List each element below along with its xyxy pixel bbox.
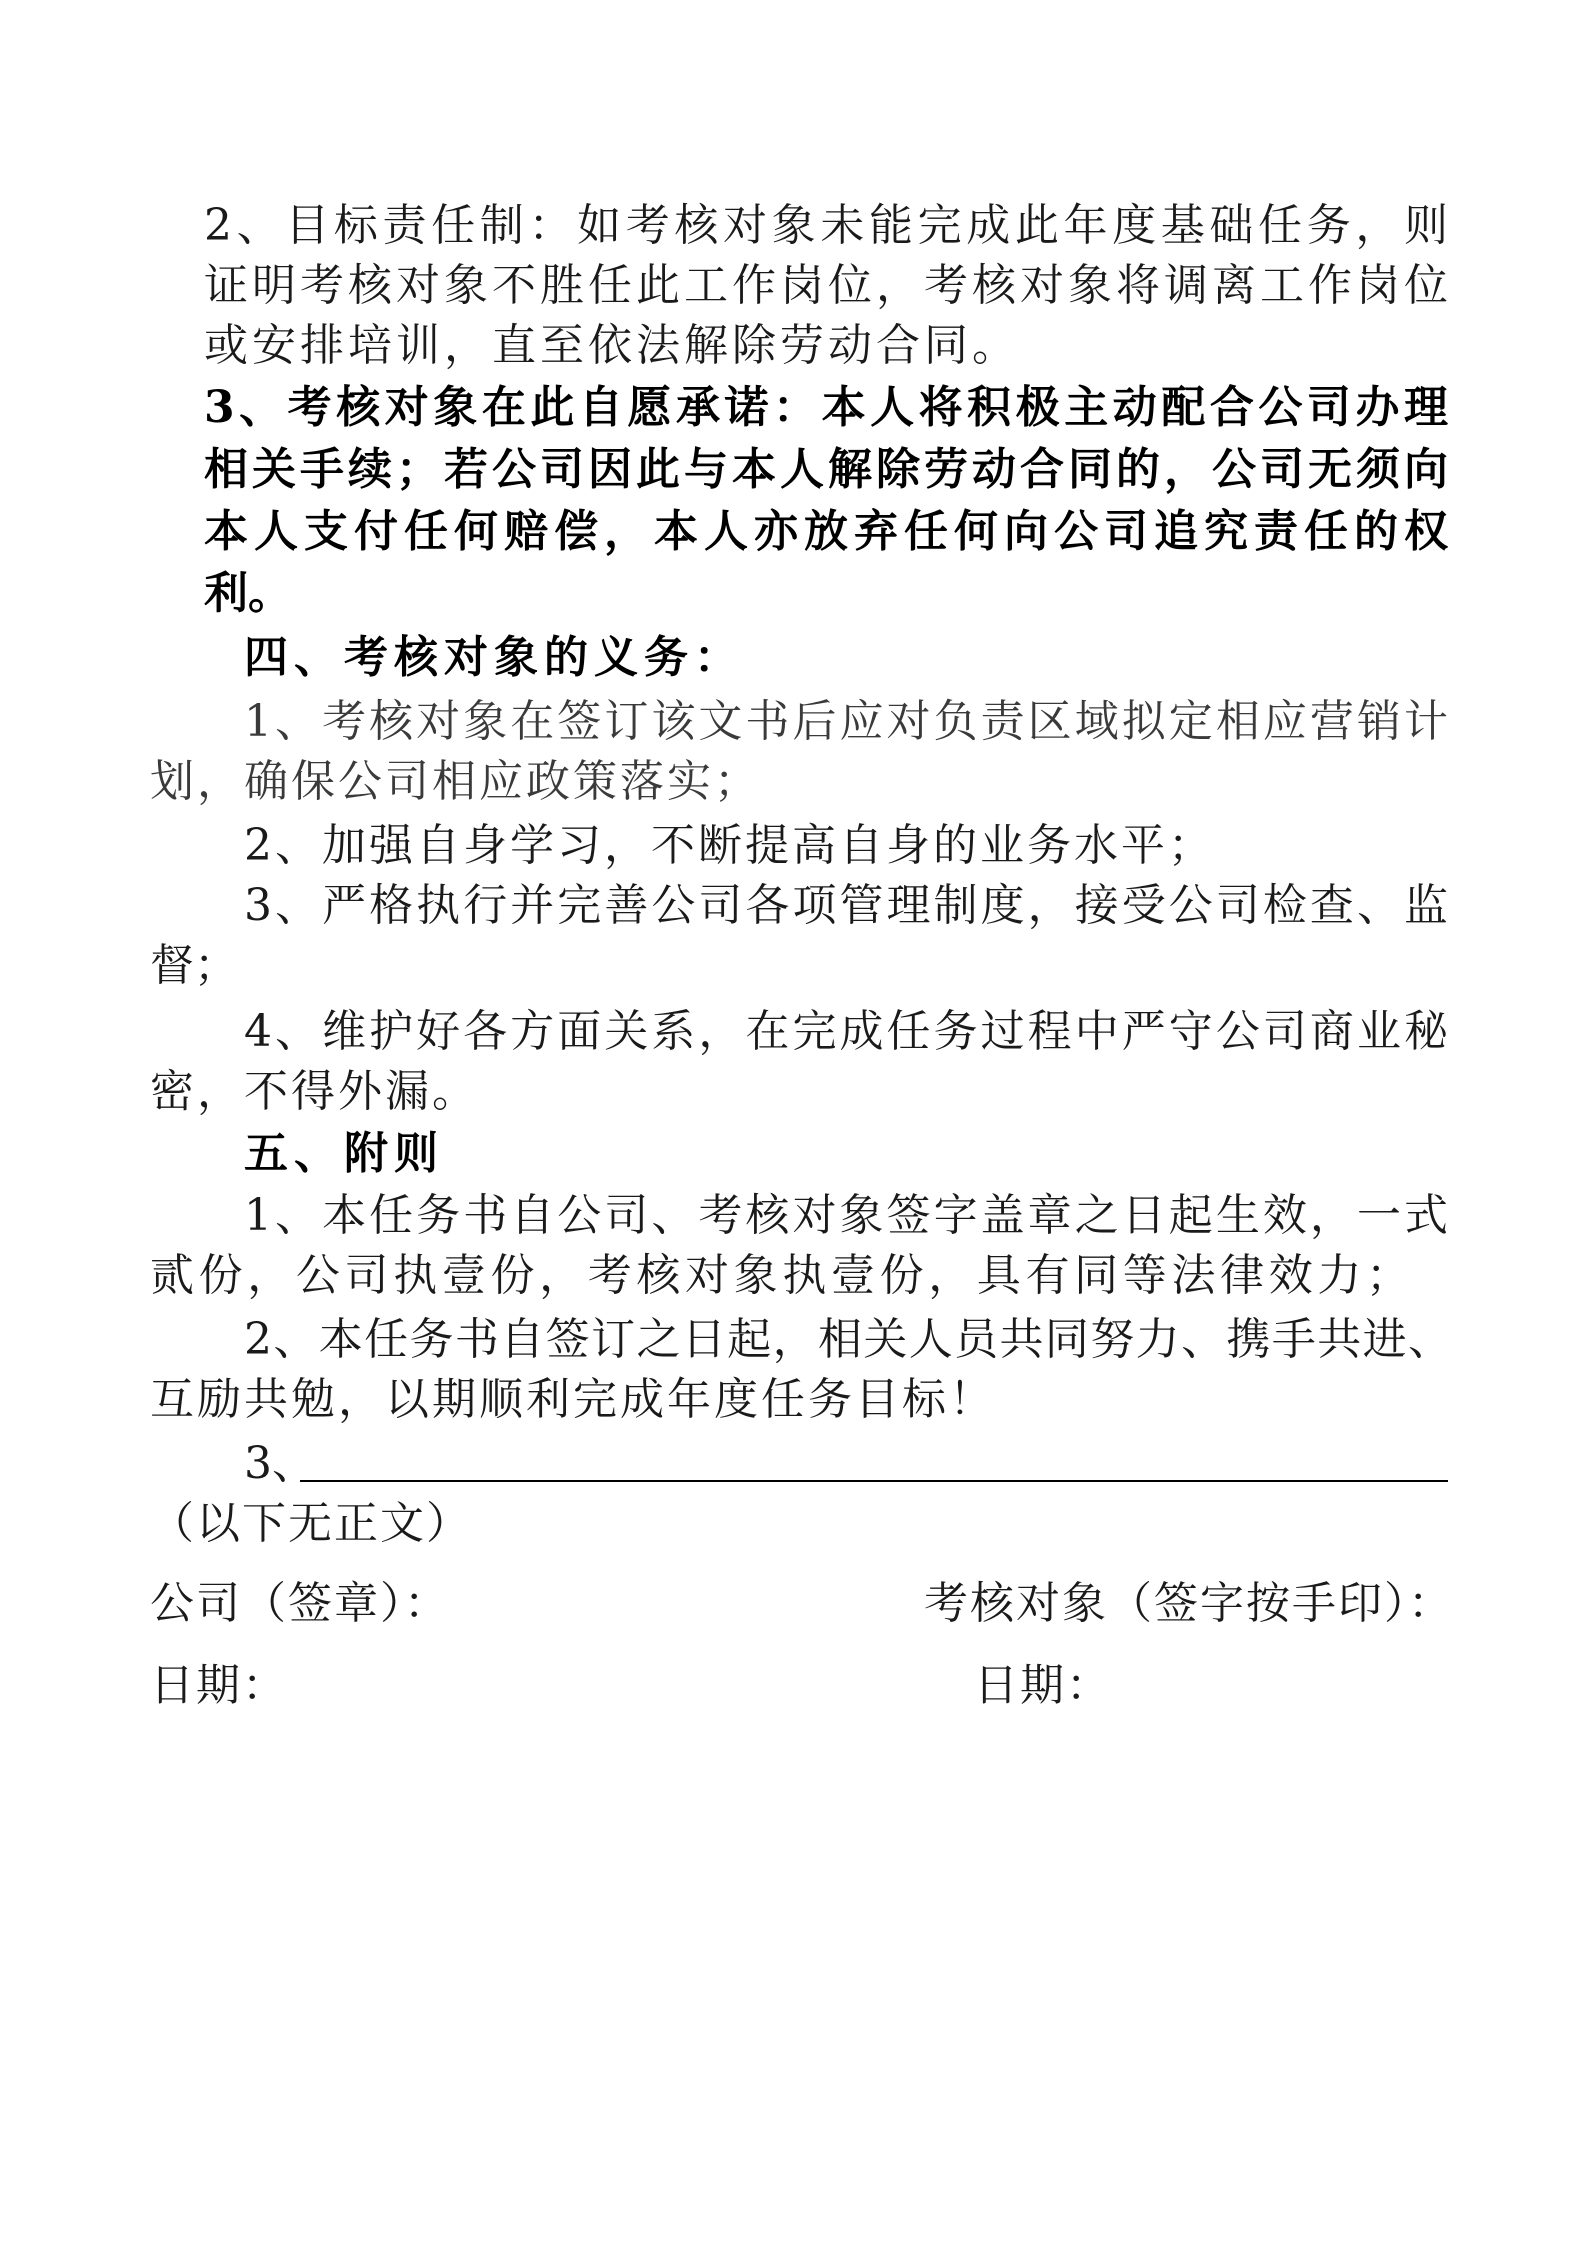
signature-row bbox=[0, 1574, 1587, 1634]
paragraph-line: 3、 bbox=[244, 1438, 316, 1489]
company-signature-label: 公司（签章）： bbox=[150, 1578, 450, 1629]
paragraph-line: 本人支付任何赔偿，本人亦放弃任何向公司追究责任的权 bbox=[204, 506, 1448, 557]
paragraph-line: 划，确保公司相应政策落实； bbox=[150, 756, 761, 807]
company-date-label: 日期： bbox=[150, 1660, 288, 1711]
paragraph-line: 2、加强自身学习，不断提高自身的业务水平； bbox=[244, 820, 1215, 871]
paragraph-line: 贰份，公司执壹份，考核对象执壹份，具有同等法律效力； bbox=[150, 1250, 1410, 1301]
subject-date-label: 日期： bbox=[974, 1660, 1112, 1711]
blank-fill-line bbox=[300, 1480, 1448, 1482]
paragraph-line: 1、本任务书自公司、考核对象签字盖章之日起生效，一式 bbox=[244, 1190, 1448, 1241]
end-note: （以下无正文） bbox=[150, 1498, 472, 1549]
section-heading: 四、考核对象的义务： bbox=[244, 632, 744, 683]
paragraph-line: 3、考核对象在此自愿承诺：本人将积极主动配合公司办理 bbox=[204, 382, 1448, 433]
paragraph-line: 相关手续；若公司因此与本人解除劳动合同的，公司无须向 bbox=[204, 444, 1448, 495]
subject-signature-label: 考核对象（签字按手印）： bbox=[924, 1578, 1454, 1629]
paragraph-line: 互励共勉，以期顺利完成年度任务目标！ bbox=[150, 1374, 996, 1425]
paragraph-line: 1、考核对象在签订该文书后应对负责区域拟定相应营销计 bbox=[244, 696, 1448, 747]
paragraph-line: 密，不得外漏。 bbox=[150, 1066, 479, 1117]
paragraph-line: 2、本任务书自签订之日起，相关人员共同努力、携手共进、 bbox=[244, 1314, 1452, 1365]
paragraph-line: 督； bbox=[150, 940, 238, 991]
paragraph-line: 2、目标责任制：如考核对象未能完成此年度基础任务，则 bbox=[204, 200, 1448, 251]
paragraph-line: 利。 bbox=[204, 568, 292, 619]
paragraph-line: 4、维护好各方面关系，在完成任务过程中严守公司商业秘 bbox=[244, 1006, 1448, 1057]
section-heading: 五、附则 bbox=[244, 1128, 444, 1179]
paragraph-line: 证明考核对象不胜任此工作岗位，考核对象将调离工作岗位 bbox=[204, 260, 1448, 311]
paragraph-line: 3、严格执行并完善公司各项管理制度，接受公司检查、监 bbox=[244, 880, 1448, 931]
date-row bbox=[0, 1656, 1587, 1716]
paragraph-line: 或安排培训，直至依法解除劳动合同。 bbox=[204, 320, 1020, 371]
